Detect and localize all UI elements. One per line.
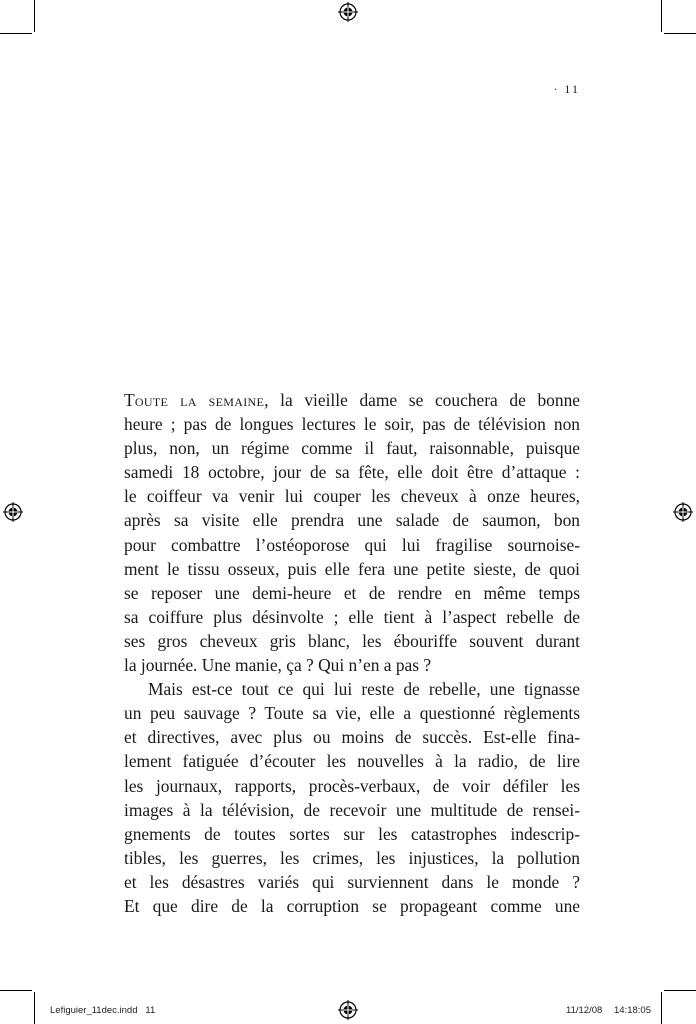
crop-mark-bottom-left-v <box>34 992 35 1024</box>
registration-mark-left-icon <box>3 502 23 522</box>
text-line: un peu sauvage ? Toute sa vie, elle a questionné règlements <box>124 703 580 724</box>
text-line: et directives, avec plus ou moins de succès. Est-elle fina- <box>124 727 580 748</box>
text-line: tibles, les guerres, les crimes, les injustices, la pollution <box>124 847 580 868</box>
text-line: sa coiffure plus désinvolte ; elle tient à l’aspect rebelle de <box>124 606 580 627</box>
text-line: samedi 18 octobre, jour de sa fête, elle doit être d’attaque : <box>124 462 580 483</box>
text-line: ses gros cheveux gris blanc, les ébouriffe souvent durant <box>124 630 580 651</box>
text-line: Et que dire de la corruption se propageant comme une <box>124 895 580 916</box>
crop-mark-bottom-right-h <box>664 990 696 991</box>
text-line: gnements de toutes sortes sur les catastrophes indescrip- <box>124 823 580 844</box>
text-line: la journée. Une manie, ça ? Qui n’en a pas ? <box>124 655 432 676</box>
registration-mark-bottom-icon <box>338 1000 358 1020</box>
text-line: après sa visite elle prendra une salade de saumon, bon <box>124 510 580 531</box>
slug-date: 11/12/08 <box>566 1005 603 1016</box>
registration-mark-right-icon <box>673 502 693 522</box>
crop-mark-top-right-h <box>664 33 696 34</box>
text-line-content: , la vieille dame se couchera de bonne <box>264 390 580 410</box>
text-line: et les désastres variés qui surviennent dans le monde ? <box>124 871 580 892</box>
crop-mark-bottom-right-v <box>661 992 662 1024</box>
text-line: les journaux, rapports, procès-verbaux, de voir défiler les <box>124 775 580 796</box>
crop-mark-top-left-v <box>34 0 35 32</box>
text-line: plus, non, un régime comme il faut, raisonnable, puisque <box>124 438 580 459</box>
slug-filename: Lefiguier_11dec.indd 11 <box>50 1005 156 1016</box>
opening-smallcaps: Toute la semaine <box>124 390 265 410</box>
crop-mark-top-right-v <box>661 0 662 32</box>
text-line: Mais est-ce tout ce qui lui reste de rebelle, une tignasse <box>148 679 580 700</box>
slug-time: 14:18:05 <box>614 1005 651 1016</box>
text-line: le coiffeur va venir lui couper les cheveux à onze heures, <box>124 486 580 507</box>
crop-mark-bottom-left-h <box>0 990 32 991</box>
text-line: images à la télévision, de recevoir une multitude de rensei- <box>124 799 580 820</box>
text-line: ment le tissu osseux, puis elle fera une petite sieste, de quoi <box>124 558 580 579</box>
text-line: pour combattre l’ostéoporose qui lui fragilise sournoise- <box>124 534 580 555</box>
registration-mark-top-icon <box>338 2 358 22</box>
page-number: · 11 <box>553 82 580 96</box>
text-line: lement fatiguée d’écouter les nouvelles à la radio, de lire <box>124 751 580 772</box>
crop-mark-top-left-h <box>0 33 32 34</box>
text-line: heure ; pas de longues lectures le soir, pas de télévision non <box>124 414 580 435</box>
text-line <box>124 388 580 412</box>
text-line: se reposer une demi-heure et de rendre en même temps <box>124 582 580 603</box>
body-text <box>124 388 580 918</box>
